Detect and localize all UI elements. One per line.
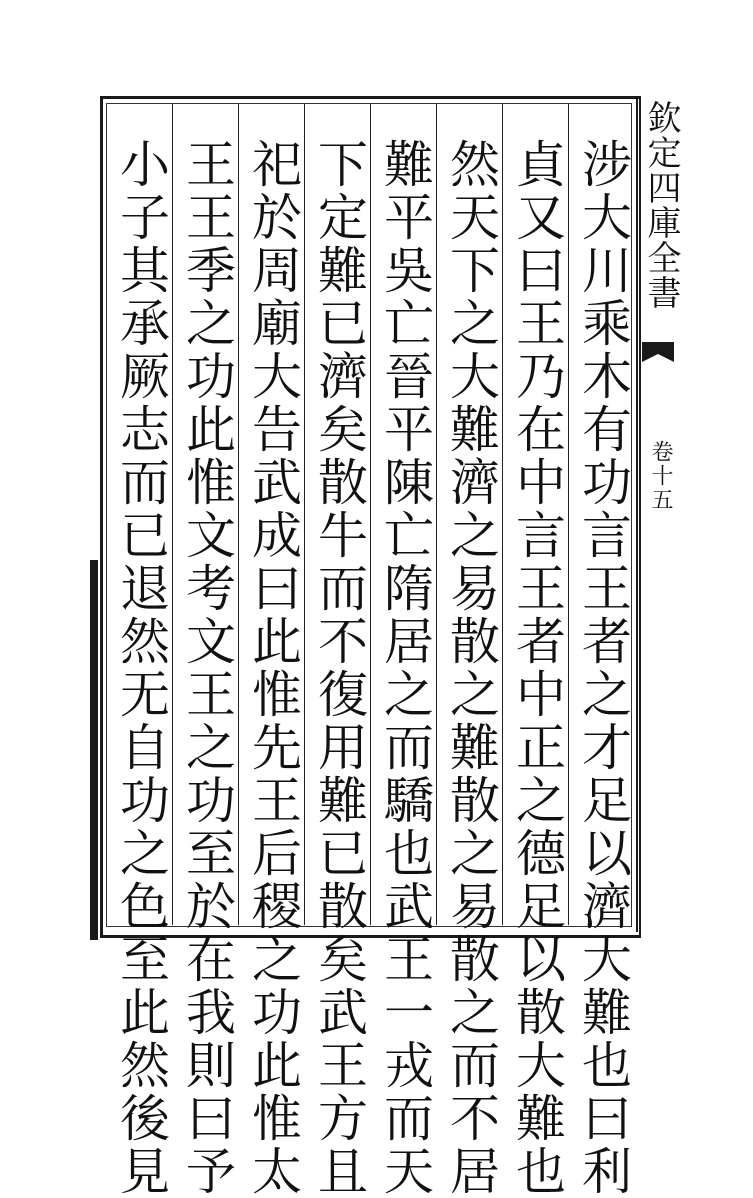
text-column-5: 下定難已濟矣散牛而不復用難已散矣武王方且 xyxy=(310,138,368,1198)
fish-tail-icon xyxy=(640,340,676,370)
text-column-4: 難平吳亡晉平陳亡隋居之而驕也武王一戎而天 xyxy=(376,138,434,1198)
text-column-2: 貞又曰王乃在中言王者中正之德足以散大難也 xyxy=(508,138,566,1198)
binding-edge-mark xyxy=(90,560,98,940)
book-title: 欽定四庫全書 xyxy=(641,100,681,310)
text-column-3: 然天下之大難濟之易散之難散之易散之而不居 xyxy=(442,138,500,1198)
text-column-7: 王王季之功此惟文考文王之功至於在我則曰予 xyxy=(178,138,236,1198)
text-column-6: 祀於周廟大告武成曰此惟先王后稷之功此惟太 xyxy=(244,138,302,1198)
text-column-8: 小子其承厥志而已退然无自功之色至此然後見 xyxy=(112,138,170,1198)
chapter-number: 卷十五 xyxy=(648,440,673,512)
text-column-1: 涉大川乘木有功言王者之才足以濟大難也曰利 xyxy=(574,138,632,1198)
